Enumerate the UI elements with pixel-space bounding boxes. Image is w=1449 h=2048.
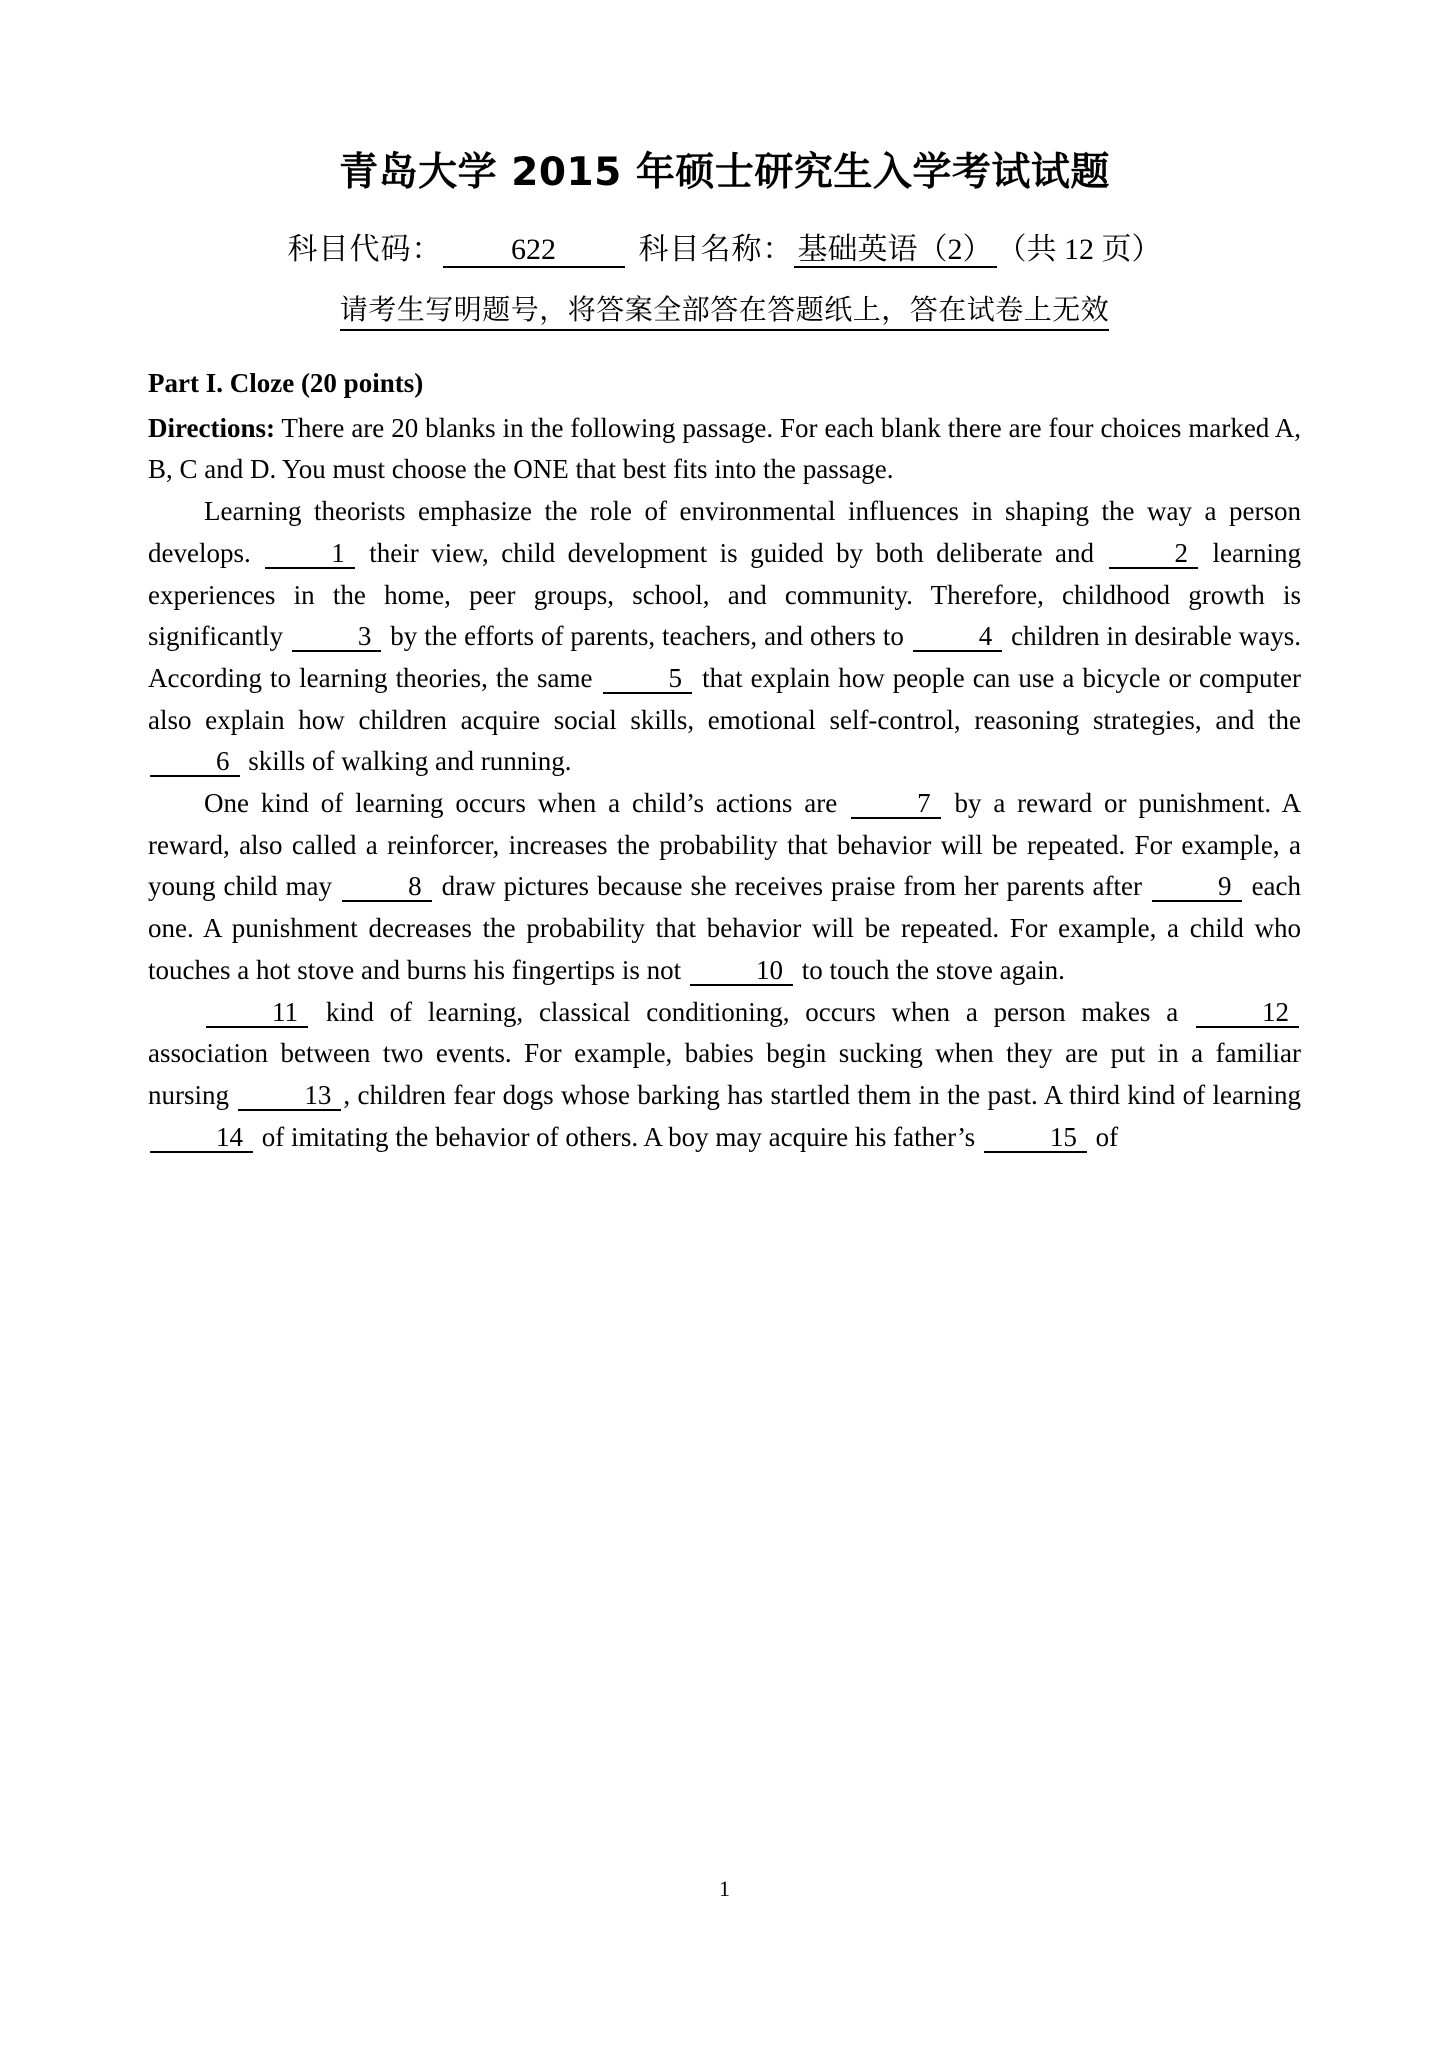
subject-name-label: 科目名称： [638, 232, 794, 266]
subject-code-value: 622 [443, 234, 625, 269]
cloze-blank-13[interactable]: 13 [238, 1082, 341, 1111]
cloze-blank-10[interactable]: 10 [690, 957, 793, 986]
passage-text: children in desirable ways. According to learning theories, the same [148, 621, 1302, 693]
passage-text: by a reward or punishment. A reward, also called a reinforcer, increases the probability that behavior will be repeated. For example, a young child may [148, 788, 1301, 902]
passage-text: each one. A punishment decreases the probability that behavior will be repeated. For example, a child who touches a hot stove and burns his fingertips is not [148, 871, 1302, 985]
cloze-blank-14[interactable]: 14 [150, 1124, 253, 1153]
cloze-blank-2[interactable]: 2 [1109, 540, 1199, 569]
cloze-blank-8[interactable]: 8 [342, 873, 432, 902]
cloze-blank-6[interactable]: 6 [150, 748, 240, 777]
cloze-blank-12[interactable]: 12 [1196, 999, 1299, 1028]
subject-info-line [148, 195, 1301, 269]
cloze-blank-1[interactable]: 1 [265, 540, 355, 569]
cloze-blank-15[interactable]: 15 [984, 1124, 1087, 1153]
cloze-blank-4[interactable]: 4 [913, 623, 1003, 652]
directions-label: Directions: [148, 412, 275, 443]
part-heading: Part I. Cloze (20 points) [148, 368, 424, 399]
cloze-blank-11[interactable]: 11 [206, 999, 308, 1028]
exam-notice [148, 268, 1301, 327]
page-count-note: （共 12 页） [996, 232, 1162, 266]
exam-notice-text: 请考生写明题号，将答案全部答在答题纸上，答在试卷上无效 [340, 295, 1110, 331]
passage-text: learning experiences in the home, peer groups, school, and community. Therefore, childhood growth is significantly [148, 537, 1302, 652]
page-number: 1 [719, 1876, 730, 1901]
page-content [148, 0, 1301, 1158]
subject-code-label: 科目代码： [287, 232, 443, 266]
passage-text: association between two events. For example, babies begin sucking when they are put in a familiar nursing [148, 1038, 1301, 1110]
passage-text: draw pictures because she receives praise from her parents after [441, 871, 1142, 902]
passage-text: of [1095, 1121, 1119, 1152]
passage-text: that explain how people can use a bicycle or computer also explain how children acquire social skills, emotional self-control, reasoning strategies, and the [148, 662, 1302, 735]
passage-text: skills of walking and running. [248, 746, 572, 777]
passage-text: Learning theorists emphasize the role of environmental influences in shaping the way a person develops. [148, 496, 1301, 568]
cloze-blank-3[interactable]: 3 [292, 623, 382, 652]
passage-paragraph-3 [148, 992, 1301, 1159]
passage-text: their view, child development is guided by both deliberate and [369, 537, 1095, 568]
passage-paragraph-1 [148, 491, 1301, 783]
cloze-blank-9[interactable]: 9 [1152, 873, 1242, 902]
passage-text: to touch the stove again. [801, 954, 1065, 985]
passage-paragraph-2 [148, 783, 1301, 992]
subject-name-value: 基础英语（2） [794, 234, 997, 269]
passage-text: One kind of learning occurs when a child’s actions are [204, 788, 838, 819]
passage-text: kind of learning, classical conditioning, occurs when a person makes a [325, 996, 1179, 1027]
passage-text: of imitating the behavior of others. A boy may acquire his father’s [261, 1121, 976, 1152]
directions-text: There are 20 blanks in the following passage. For each blank there are four choices marked A, B, C and D. You must choose the ONE that best fits into the passage. [148, 412, 1301, 485]
directions-paragraph [148, 404, 1301, 491]
cloze-blank-7[interactable]: 7 [851, 790, 941, 819]
cloze-blank-5[interactable]: 5 [603, 665, 693, 694]
passage-text: by the efforts of parents, teachers, and others to [390, 621, 904, 652]
passage-text: , children fear dogs whose barking has startled them in the past. A third kind of learning [343, 1079, 1301, 1110]
page-title: 青岛大学 2015 年硕士研究生入学考试试题 [339, 150, 1110, 195]
